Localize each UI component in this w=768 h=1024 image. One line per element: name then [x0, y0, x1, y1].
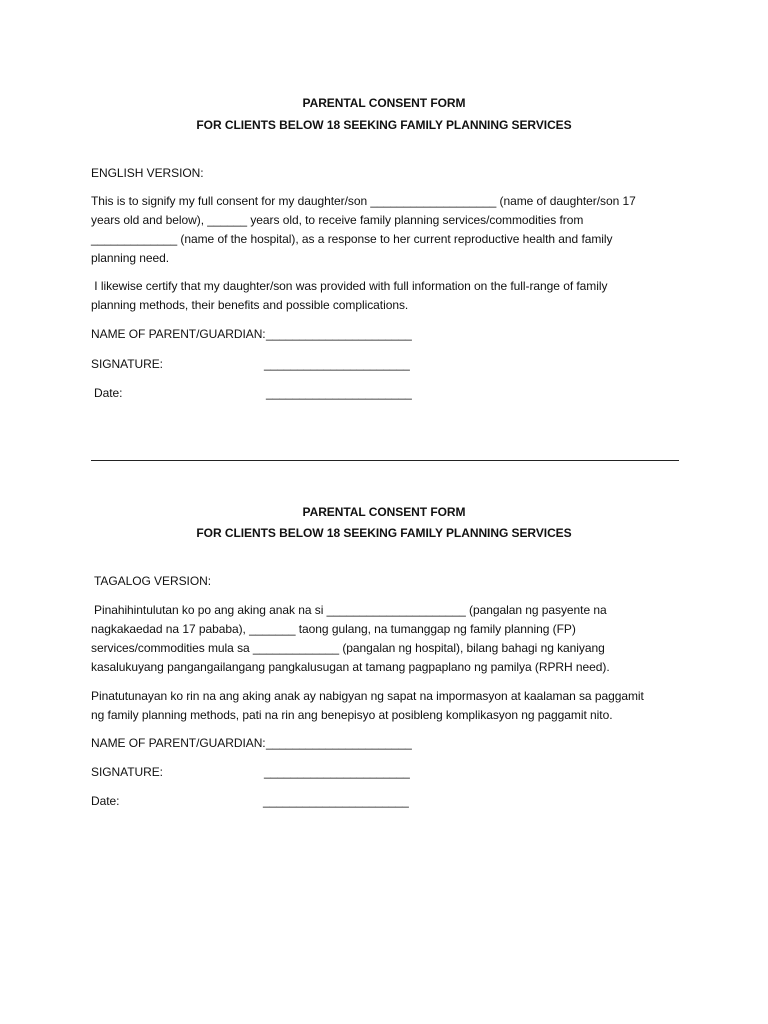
english-parent-label: NAME OF PARENT/GUARDIAN:: [91, 327, 266, 341]
tagalog-signature-field[interactable]: ______________________: [264, 765, 410, 779]
tagalog-para1-line2: nagkakaedad na 17 pababa), _______ taong gulang, na tumanggap ng family planning (FP): [91, 622, 576, 636]
section-divider: [91, 460, 679, 461]
tagalog-date-field[interactable]: ______________________: [263, 794, 409, 808]
english-para2-line1: I likewise certify that my daughter/son was provided with full information on the full-range of family: [91, 279, 608, 293]
tagalog-parent-label: NAME OF PARENT/GUARDIAN:: [91, 736, 266, 750]
english-date-field[interactable]: ______________________: [266, 386, 412, 400]
english-para2-line2: planning methods, their benefits and possible complications.: [91, 298, 409, 312]
tagalog-form-subtitle: FOR CLIENTS BELOW 18 SEEKING FAMILY PLANNING SERVICES: [196, 526, 572, 540]
english-para1-line3: _____________ (name of the hospital), as a response to her current reproductive health and family: [91, 232, 613, 246]
tagalog-para2-line2: ng family planning methods, pati na rin ang benepisyo at posibleng komplikasyon ng paggamit nito.: [91, 708, 613, 722]
tagalog-para1-line1: Pinahihintulutan ko po ang aking anak na si _____________________ (pangalan ng pasyente na: [94, 603, 607, 617]
english-signature-label: SIGNATURE:: [91, 357, 163, 371]
english-form-subtitle: FOR CLIENTS BELOW 18 SEEKING FAMILY PLANNING SERVICES: [196, 118, 572, 132]
english-para1-line4: planning need.: [91, 251, 170, 265]
english-date-label: Date:: [94, 386, 123, 400]
english-signature-field[interactable]: ______________________: [264, 357, 410, 371]
english-version-label: ENGLISH VERSION:: [91, 166, 204, 180]
tagalog-para1-line4: kasalukuyang pangangailangang pangkalusugan at tamang pagpaplano ng pamilya (RPRH need).: [91, 660, 610, 674]
english-form-title: PARENTAL CONSENT FORM: [302, 96, 466, 110]
tagalog-form-title: PARENTAL CONSENT FORM: [302, 505, 466, 519]
english-para1-line1: This is to signify my full consent for my daughter/son ___________________ (name of daughter/son 17: [91, 194, 636, 208]
tagalog-version-label: TAGALOG VERSION:: [94, 574, 212, 588]
tagalog-para2-line1: Pinatutunayan ko rin na ang aking anak ay nabigyan ng sapat na impormasyon at kaalaman sa paggamit: [91, 689, 644, 703]
tagalog-signature-label: SIGNATURE:: [91, 765, 163, 779]
tagalog-para1-line3: services/commodities mula sa _____________ (pangalan ng hospital), bilang bahagi ng kaniyang: [91, 641, 605, 655]
tagalog-date-label: Date:: [91, 794, 120, 808]
english-para1-line2: years old and below), ______ years old, to receive family planning services/commodities from: [91, 213, 584, 227]
english-parent-field[interactable]: ______________________: [266, 327, 412, 341]
tagalog-parent-field[interactable]: ______________________: [266, 736, 412, 750]
